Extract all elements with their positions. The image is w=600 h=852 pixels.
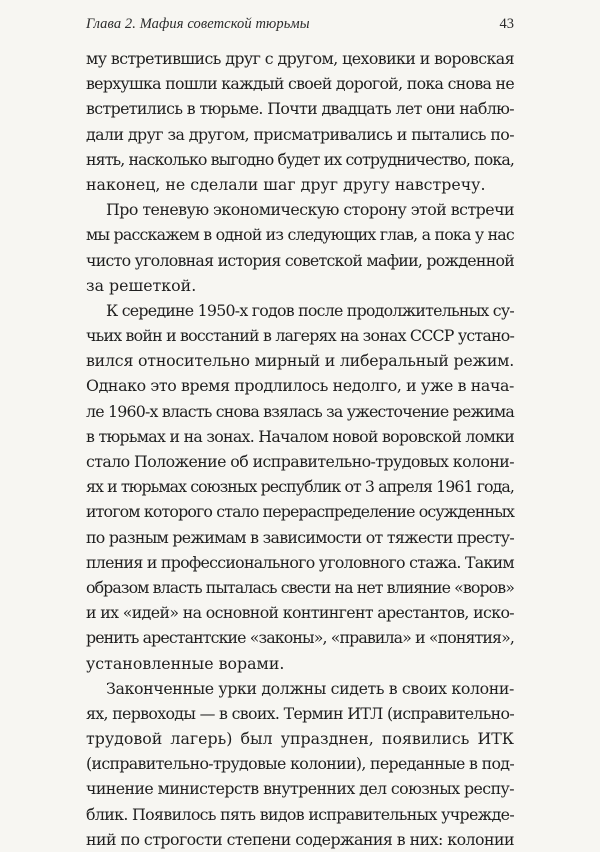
text-line: чисто уголовная история советской мафии, рожденной: [86, 250, 515, 270]
text-line: дали друг за другом, присматривались и пытались по-: [86, 124, 515, 144]
text-line: пления и профессионального уголовного стажа. Таким: [86, 552, 514, 572]
text-line: ренить арестантские «законы», «правила» и «понятия»,: [86, 628, 515, 648]
text-line: ях и тюрьмах союзных республик от 3 апреля 1961 года,: [86, 477, 515, 497]
text-line: ях, первоходы — в своих. Термин ИТЛ (исправительно-: [86, 703, 514, 723]
text-line: итогом которого стало перераспределение осужденных: [86, 502, 514, 522]
text-line: чинение министерств внутренних дел союзных респу-: [86, 779, 514, 799]
text-line: мы расскажем в одной из следующих глав, а пока у нас: [86, 225, 514, 245]
text-line: стало Положение об исправительно-трудовых колони-: [86, 452, 515, 471]
text-line: по разным режимам в зависимости от тяжести престу-: [86, 527, 514, 547]
text-line: чьих войн и восстаний в лагерях на зонах СССР устано-: [86, 326, 514, 346]
text-line: Про теневую экономическую сторону этой встречи: [106, 200, 514, 220]
text-line: ле 1960-х власть снова взялась за ужесточение режима: [86, 401, 515, 421]
text-line: установленные ворами.: [86, 653, 285, 673]
text-line: блик. Появилось пять видов исправительных учрежде-: [86, 804, 515, 824]
text-line: и их «идей» на основной контингент арестантов, иско-: [86, 603, 514, 623]
page-number: 43: [499, 16, 514, 32]
paragraph: [86, 46, 514, 197]
text-line: Однако это время продлилось недолго, и уже в нача-: [86, 376, 514, 396]
text-line: наконец, не сделали шаг друг другу навстречу.: [86, 174, 486, 194]
text-line: К середине 1950-х годов после продолжительных су-: [106, 300, 514, 320]
text-line: за решеткой.: [86, 275, 197, 295]
text-line: встретились в тюрьме. Почти двадцать лет они наблю-: [86, 99, 514, 119]
running-head: [86, 14, 514, 36]
paragraph: [86, 676, 514, 852]
text-line: верхушка пошли каждый своей дорогой, пока снова не: [86, 74, 515, 94]
text-line: му встретившись друг с другом, цеховики и воровская: [86, 49, 515, 68]
paragraph: [86, 197, 514, 298]
text-line: трудовой лагерь) был упразднен, появились ИТК: [86, 729, 514, 749]
text-line: (исправительно-трудовые колонии), переданные в под-: [86, 754, 514, 774]
paragraph: [86, 298, 514, 676]
text-line: вился относительно мирный и либеральный режим.: [86, 351, 515, 371]
text-line: Законченные урки должны сидеть в своих колони-: [106, 678, 515, 698]
text-line: в тюрьмах и на зонах. Началом новой воровской ломки: [86, 426, 515, 446]
chapter-running-title: Глава 2. Мафия советской тюрьмы: [86, 16, 310, 32]
text-line: образом власть пыталась свести на нет влияние «воров»: [86, 577, 514, 597]
text-line: нять, насколько выгодно будет их сотрудничество, пока,: [86, 149, 514, 169]
body-text: [86, 46, 514, 852]
text-line: ний по строгости степени содержания в них: колонии: [86, 829, 514, 849]
